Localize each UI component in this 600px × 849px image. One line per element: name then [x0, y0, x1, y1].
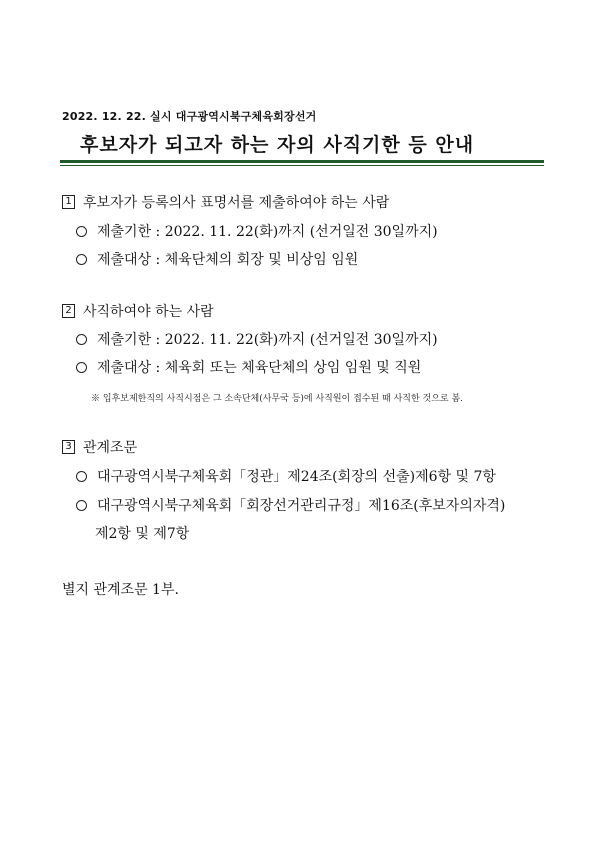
section-1-item-2: [76, 249, 358, 269]
election-subtitle: 2022. 12. 22. 실시 대구광역시북구체육회장선거: [62, 110, 317, 123]
circle-bullet-icon: [76, 471, 87, 482]
section-number-box: 3: [62, 440, 75, 454]
section-number-box: 1: [62, 195, 75, 209]
title-rule-thick: [60, 160, 544, 163]
circle-bullet-icon: [76, 226, 87, 237]
title-rule-thin: [60, 165, 544, 166]
section-3-item-2: [76, 495, 505, 515]
item-text: 제출대상 : 체육회 또는 체육단체의 상임 임원 및 직원: [97, 360, 422, 376]
section-heading-text: 관계조문: [83, 440, 138, 456]
section-1-heading: [62, 192, 389, 212]
circle-bullet-icon: [76, 254, 87, 265]
section-1-item-1: [76, 221, 438, 241]
section-2-item-2: [76, 357, 421, 377]
item-text: 제출기한 : 2022. 11. 22(화)까지 (선거일전 30일까지): [97, 224, 438, 240]
item-text: 대구광역시북구체육회「회장선거관리규정」제16조(후보자의자격): [97, 498, 506, 514]
section-2-note: ※ 입후보제한직의 사직시점은 그 소속단체(사무국 등)에 사직원이 접수된 때 사직한 것으로 봄.: [91, 394, 464, 404]
document-title: 후보자가 되고자 하는 자의 사직기한 등 안내: [80, 134, 475, 156]
section-3-heading: [62, 437, 137, 457]
circle-bullet-icon: [76, 500, 87, 511]
section-heading-text: 사직하여야 하는 사람: [83, 304, 214, 320]
section-3-item-1: [76, 466, 496, 486]
section-3-item-2-continuation: 제2항 및 제7항: [95, 526, 190, 542]
item-text: 제출대상 : 체육단체의 회장 및 비상임 임원: [97, 252, 359, 268]
section-2-heading: [62, 301, 214, 321]
section-number-box: 2: [62, 304, 75, 318]
item-text: 제출기한 : 2022. 11. 22(화)까지 (선거일전 30일까지): [97, 332, 438, 348]
circle-bullet-icon: [76, 334, 87, 345]
section-heading-text: 후보자가 등록의사 표명서를 제출하여야 하는 사람: [83, 195, 390, 211]
circle-bullet-icon: [76, 362, 87, 373]
item-text: 대구광역시북구체육회「정관」제24조(회장의 선출)제6항 및 7항: [97, 469, 496, 485]
section-2-item-1: [76, 329, 438, 349]
attachment-note: 별지 관계조문 1부.: [62, 582, 179, 598]
